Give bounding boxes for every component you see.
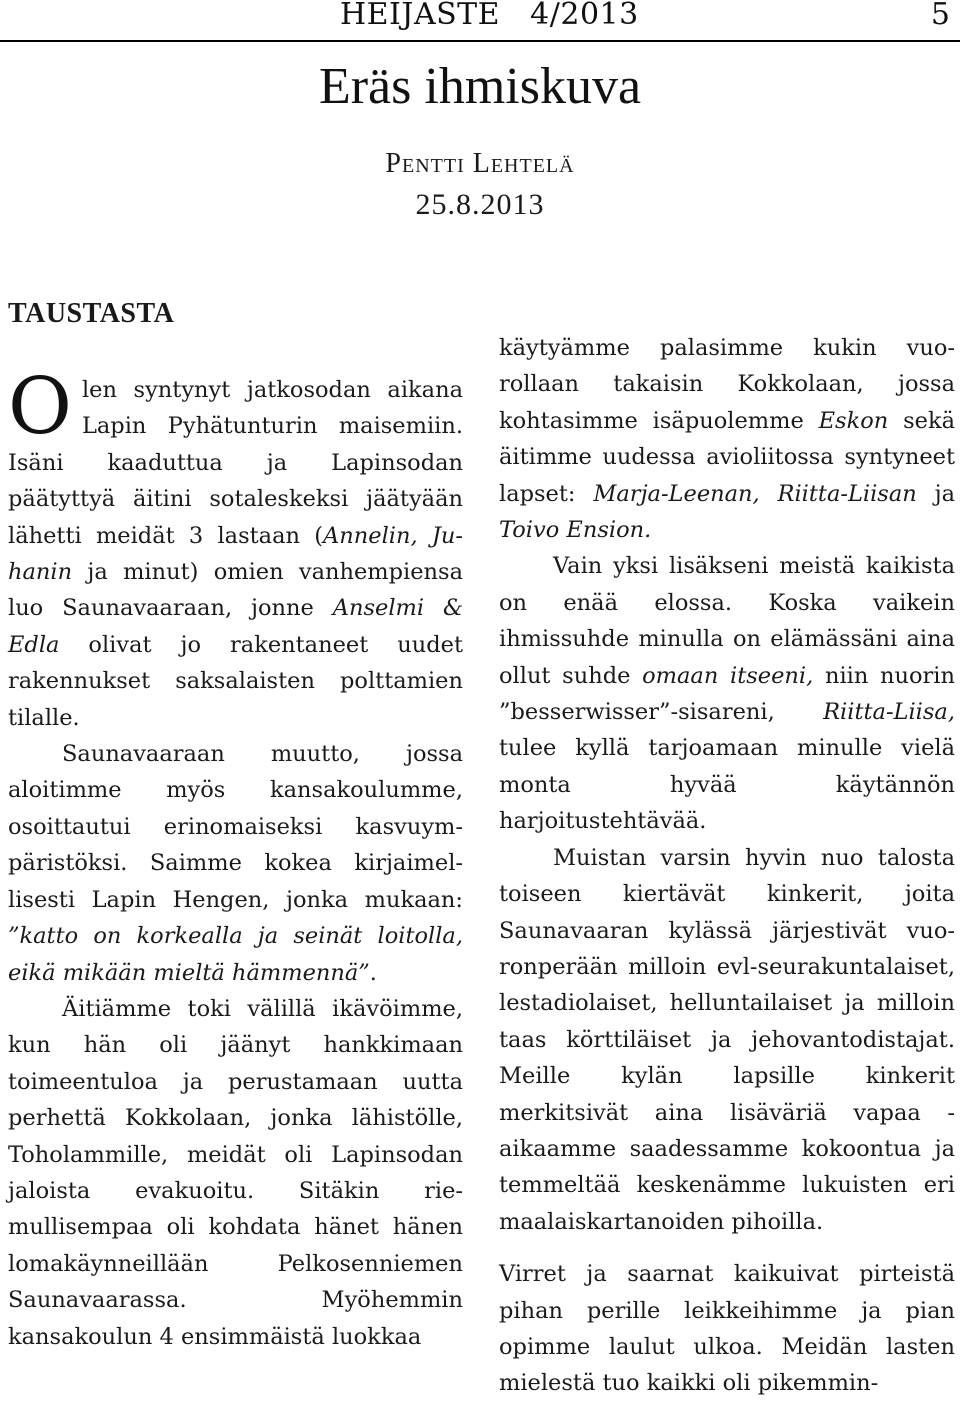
text-run: ja	[916, 480, 956, 507]
italic-run: Eskon	[818, 407, 889, 434]
paragraph-7	[499, 1256, 955, 1402]
drop-cap: O	[8, 362, 72, 452]
italic-run: Marja-Leenan, Riitta-Liisan	[593, 480, 917, 507]
italic-run: omaan itseeni,	[642, 662, 814, 689]
text-run: len syntynyt jatkosodan aikana Lapin Pyhätunturin maisemiin. Isäni kaaduttua ja Lapinsodan päätyttyä äitini sotaleskeksi jäätyään lähetti meidät 3 lastaan (	[8, 377, 463, 549]
italic-run: Riitta-Liisa,	[823, 699, 955, 726]
paragraph-2	[8, 736, 463, 991]
paragraph-1	[8, 362, 464, 736]
paragraph-4	[499, 330, 955, 548]
text-run: Muistan varsin hyvin nuo talosta toiseen kiertävät kinkerit, joita Saunavaaran kylässä järjestivät vuoronperään milloin evl-seurakuntalaiset, lestadiolaiset, helluntailaiset ja milloin taas körttiläiset ja jehovantodistajat. Meille kylän lapsille kinkerit merkitsivät aina lisäväriä vapaa -aikaamme saadessamme kokoontua ja temmeltää keskenämme lukuisten eri maalaiskartanoiden pihoilla.	[499, 844, 955, 1235]
paragraph-5	[499, 548, 955, 839]
text-run: ja minut) omien vanhempiensa luo Saunavaaraan, jonne	[8, 559, 463, 622]
paragraph-1-body	[8, 362, 464, 731]
text-run: niin nuorin ”besserwisser”-sisareni,	[499, 662, 955, 726]
text-run: Virret ja saarnat kaikuivat pirteistä pihan perille leikkeihimme ja pian opimme laulut ulkoa. Meidän lasten mielestä tuo kaikki oli pikemmin-	[499, 1261, 955, 1397]
italic-run: Annelin, Juhanin	[8, 522, 464, 586]
text-run: olivat jo rakentaneet uudet rakennukset saksalaisten polttamien tilalle.	[8, 631, 463, 731]
text-run: Äitiämme toki välillä ikävöimme, kun hän oli jäänyt hankkimaan toimeentuloa ja perustamaan uutta perhettä Kokkolaan, jonka lähistölle, Toholammille, meidät oli Lapinsodan jaloista evakuoitu. Sitäkin riemullisempaa oli kohdata hänet hänen lomakäynneillään Pelkosenniemen Saunavaarassa. Myöhemmin kansakoulun 4 ensimmäistä luokkaa	[8, 995, 463, 1350]
paragraph-3	[8, 991, 463, 1355]
paragraph-6	[499, 840, 955, 1240]
page-header	[0, 0, 960, 42]
text-run: käytyämme palasimme kukin vuorollaan takaisin Kokkolaan, jossa kohtasimme isäpuolemme	[499, 335, 955, 434]
text-run: Saunavaaraan muutto, jossa aloitimme myös kansakoulumme, osoittautui erinomaiseksi kasvuympäristöksi. Saimme kokea kirjaimellisesti Lapin Hengen, jonka mukaan:	[8, 741, 463, 913]
text-run: .	[369, 959, 377, 986]
text-run: Vain yksi lisäkseni meistä kaikista on enää elossa. Koska vaikein ihmissuhde minulla on elämässäni aina ollut suhde	[499, 553, 955, 689]
article-author: Pentti Lehtelä	[385, 148, 575, 179]
article-title: Eräs ihmiskuva	[318, 58, 642, 115]
left-column	[8, 362, 464, 1355]
italic-run: Anselmi & Edla	[8, 595, 463, 658]
section-heading: TAUSTASTA	[8, 298, 175, 329]
text-run: sekä äitimme uudessa avioliitossa syntyneet lapset:	[499, 407, 955, 507]
article-date: 25.8.2013	[415, 188, 545, 221]
right-column	[499, 330, 955, 1402]
text-run: tulee kyllä tarjoamaan minulle vielä monta hyvää käytännön harjoitustehtävää.	[499, 735, 955, 835]
italic-run: ”katto on korkealla ja seinät loitolla, eikä mikään mieltä hämmennä”	[8, 923, 463, 986]
page-number: 5	[930, 0, 950, 32]
journal-issue: HEIJASTE 4/2013	[340, 0, 639, 32]
italic-run: Toivo Ension.	[499, 517, 652, 544]
